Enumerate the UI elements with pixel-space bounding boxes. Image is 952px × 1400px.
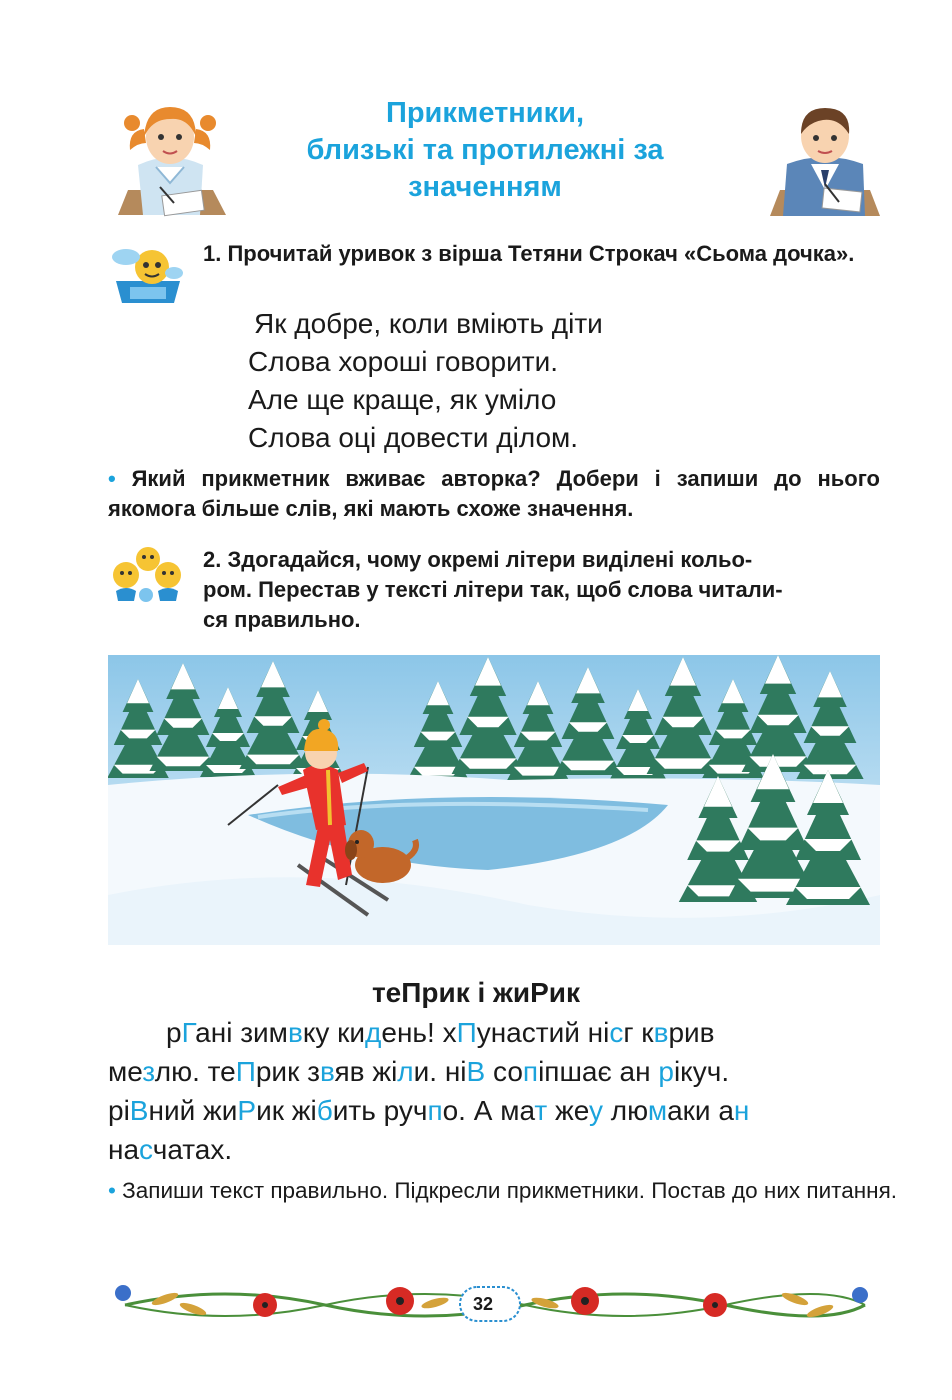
highlighted-letter: П <box>235 1056 256 1087</box>
question-2 <box>108 1175 898 1206</box>
page-number: 32 <box>472 1294 494 1314</box>
story-text-segment: рив <box>668 1017 715 1048</box>
story-text-segment: на <box>108 1134 140 1165</box>
story-text-segment: и. ні <box>413 1056 467 1087</box>
boy-illustration <box>765 98 885 218</box>
highlighted-letter: п <box>522 1056 539 1087</box>
task-2-line: ром. Перестав у тексті літери так, щоб слова читали- <box>203 577 783 602</box>
highlighted-letter: п <box>427 1095 443 1126</box>
highlighted-letter: р <box>658 1056 674 1087</box>
story-text-segment: со <box>485 1056 523 1087</box>
highlighted-letter: П <box>456 1017 477 1048</box>
bullet-icon: • <box>108 1178 116 1203</box>
story-text-segment: ме <box>108 1056 143 1087</box>
poem-line: Але ще краще, як уміло <box>248 384 557 415</box>
title-line-2: близькі та протилежні за <box>306 134 664 166</box>
highlighted-letter: т <box>534 1095 548 1126</box>
highlighted-letter: с <box>139 1134 153 1165</box>
story-text-segment: же <box>547 1095 590 1126</box>
story-text-segment: ень! х <box>381 1017 457 1048</box>
story-text-segment: аки а <box>667 1095 734 1126</box>
reading-icon <box>108 243 188 305</box>
girl-illustration <box>108 95 233 220</box>
story-text-segment: ить руч <box>332 1095 428 1126</box>
highlighted-letter: Г <box>181 1017 196 1048</box>
story-text-segment: лю <box>603 1095 648 1126</box>
task-2-line: 2. Здогадайся, чому окремі літери виділені кольо- <box>203 547 753 572</box>
story-text-segment: рик з <box>255 1056 320 1087</box>
question-2-text: Запиши текст правильно. Підкресли прикметники. Постав до них питання. <box>122 1178 897 1203</box>
story-text-segment: лю. те <box>154 1056 236 1087</box>
poem-line: Слова оці довести ділом. <box>248 422 579 453</box>
bullet-icon: • <box>108 466 116 491</box>
page-title <box>250 95 720 206</box>
story-text-segment: рі <box>108 1095 130 1126</box>
highlighted-letter: В <box>466 1056 486 1087</box>
story-line <box>108 1130 898 1169</box>
winter-skiing-illustration <box>108 655 880 945</box>
highlighted-letter: в <box>653 1017 669 1048</box>
story-text-segment: р <box>166 1017 182 1048</box>
story-text-segment: ний жи <box>148 1095 238 1126</box>
poem <box>248 305 603 457</box>
task-2-instruction <box>203 545 883 635</box>
highlighted-letter: В <box>129 1095 149 1126</box>
highlighted-letter: д <box>365 1017 382 1048</box>
highlighted-letter: в <box>319 1056 335 1087</box>
story-text-segment: ку ки <box>302 1017 366 1048</box>
task-1-instruction: 1. Прочитай уривок з вірша Тетяни Строкач «Сьома дочка». <box>203 241 855 266</box>
highlighted-letter: н <box>733 1095 750 1126</box>
highlighted-letter: Р <box>237 1095 257 1126</box>
story-text <box>108 1013 898 1169</box>
story-text-segment: ані зим <box>195 1017 288 1048</box>
story-text-segment: ікуч. <box>673 1056 730 1087</box>
highlighted-letter: у <box>589 1095 604 1126</box>
highlighted-letter: б <box>316 1095 333 1126</box>
title-line-1: Прикметники, <box>385 97 585 129</box>
story-text-segment: іпшає ан <box>538 1056 659 1087</box>
story-text-segment: чатах. <box>152 1134 233 1165</box>
task-2-line: ся правильно. <box>203 607 361 632</box>
poem-line: Як добре, коли вміють діти <box>254 308 603 339</box>
story-line <box>108 1052 898 1091</box>
highlighted-letter: м <box>647 1095 668 1126</box>
highlighted-letter: л <box>397 1056 414 1087</box>
story-line <box>108 1013 898 1052</box>
story-text-segment: яв жі <box>334 1056 398 1087</box>
poem-line: Слова хороші говорити. <box>248 346 558 377</box>
question-1 <box>108 464 880 524</box>
story-title: теПрик і жиРик <box>371 977 581 1008</box>
story-text-segment: унастий ні <box>476 1017 610 1048</box>
highlighted-letter: в <box>287 1017 303 1048</box>
story-text-segment: ик жі <box>256 1095 317 1126</box>
thinking-kids-icon <box>108 545 188 607</box>
story-text-segment: г к <box>623 1017 654 1048</box>
question-1-text: Який прикметник вживає авторка? Добери і запиши до нього якомога більше слів, які мають схоже значення. <box>108 466 880 521</box>
highlighted-letter: з <box>142 1056 155 1087</box>
story-text-segment: о. А ма <box>442 1095 535 1126</box>
highlighted-letter: с <box>609 1017 624 1048</box>
story-line <box>108 1091 898 1130</box>
title-line-3: значенням <box>408 171 562 203</box>
